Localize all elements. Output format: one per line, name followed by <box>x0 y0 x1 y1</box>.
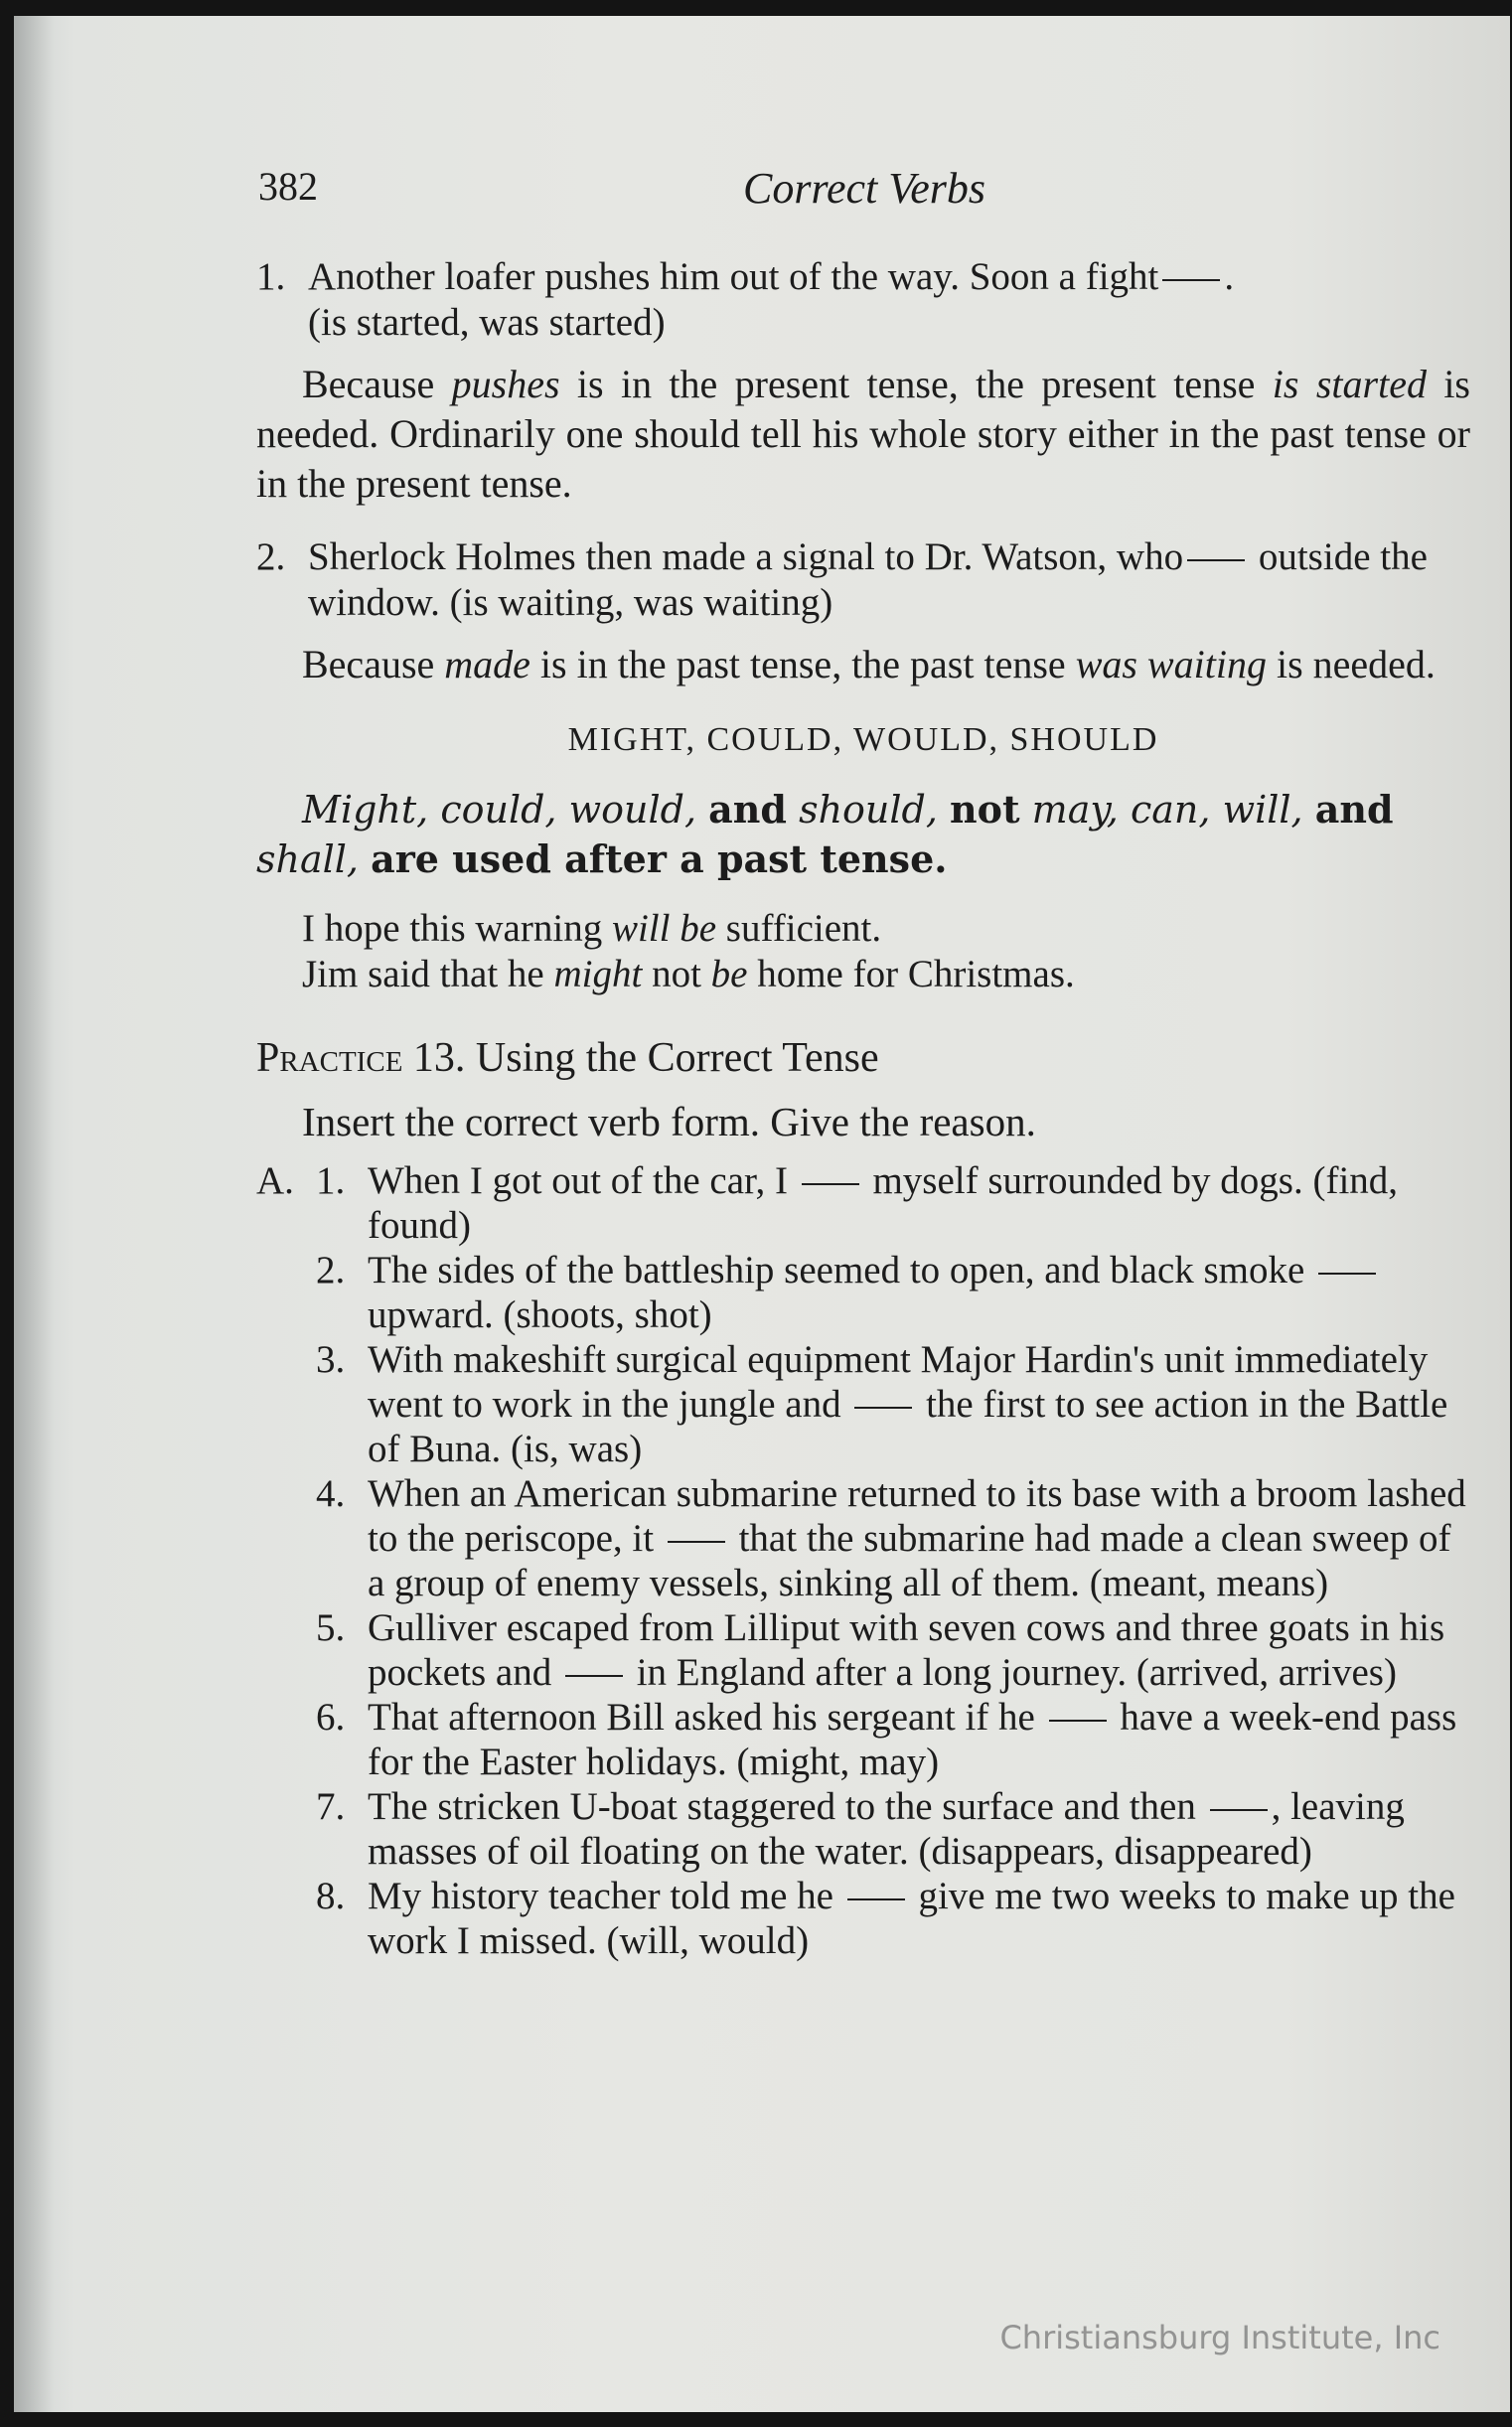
example-text: Another loafer pushes him out of the way. Soon a fight <box>308 255 1159 298</box>
answer-blank <box>847 1898 905 1900</box>
example-text-end: . <box>1224 255 1235 298</box>
practice-item <box>256 1784 1470 1874</box>
practice-instruction: Insert the correct verb form. Give the reason. <box>302 1099 1036 1144</box>
rule-word: and <box>1314 787 1394 832</box>
explanation-1 <box>256 360 1470 509</box>
item-number: 1. <box>316 1159 346 1202</box>
item-text: When an American submarine returned to its base with a broom lashed to the periscope, it <box>368 1472 1466 1560</box>
answer-blank <box>1187 559 1245 561</box>
explanation-verb: pushes <box>451 362 560 406</box>
running-head: Correct Verbs <box>742 164 986 213</box>
example-verb: will be <box>611 907 717 950</box>
rule-word: may, <box>1031 788 1119 832</box>
rule-word: can, <box>1130 788 1211 832</box>
modal-example-1 <box>256 906 1470 952</box>
answer-blank <box>1049 1720 1107 1722</box>
explanation-text: is in the past tense, the past tense <box>529 642 1076 686</box>
answer-blank <box>1210 1809 1268 1811</box>
example-sentence-2 <box>256 534 1470 626</box>
practice-item <box>256 1605 1470 1695</box>
item-number: 2. <box>316 1249 346 1291</box>
practice-item <box>256 1158 1470 1248</box>
example-number: 1. <box>256 255 286 298</box>
rule-word: could, <box>440 788 557 832</box>
modal-example-2 <box>256 952 1470 997</box>
answer-blank <box>1162 279 1220 281</box>
example-text-end: outside the window. (is waiting, was waiting) <box>308 535 1428 624</box>
book-page <box>14 16 1510 2412</box>
item-text: With makeshift surgical equipment Major Hardin's unit immediately went to work in the jungle and <box>368 1338 1429 1426</box>
example-options: (is started, was started) <box>308 301 666 344</box>
item-text: that the submarine had made a clean sweep of a group of enemy vessels, sinking all of them. (meant, means) <box>368 1517 1451 1604</box>
answer-blank <box>802 1183 859 1185</box>
rule-text: are used after a past tense. <box>371 836 948 881</box>
item-number: 6. <box>316 1696 346 1739</box>
item-text: Gulliver escaped from Lilliput with seven cows and three goats in his pockets and <box>368 1606 1445 1694</box>
explanation-text: is needed. Ordinarily one should tell his whole story either in the past tense or in the present tense. <box>256 362 1471 506</box>
example-number: 2. <box>256 535 286 578</box>
example-text: sufficient. <box>716 907 882 950</box>
section-letter: A. <box>256 1159 294 1202</box>
practice-item <box>256 1874 1470 1963</box>
modal-examples <box>256 906 1470 997</box>
example-text: I hope this warning <box>302 907 612 950</box>
rule-word: and <box>708 787 787 832</box>
rule-word: not <box>950 787 1020 832</box>
answer-blank <box>668 1541 725 1543</box>
example-text: Jim said that he <box>302 953 554 995</box>
explanation-text: Because <box>302 642 445 686</box>
item-text: myself surrounded by dogs. (find, found) <box>368 1159 1399 1247</box>
explanation-text: is needed. <box>1266 642 1436 686</box>
item-text: the first to see action in the Battle of Buna. (is, was) <box>368 1383 1448 1470</box>
explanation-verb: made <box>444 642 530 686</box>
item-number: 4. <box>316 1472 346 1515</box>
explanation-text: is in the present tense, the present tense <box>559 362 1273 406</box>
answer-blank <box>565 1675 623 1677</box>
answer-blank <box>1318 1273 1376 1275</box>
rule-word: would, <box>568 788 697 832</box>
rule-word: Might, <box>302 788 429 832</box>
item-text: upward. (shoots, shot) <box>368 1293 712 1336</box>
page-content <box>256 254 1470 1963</box>
example-verb: be <box>710 953 748 995</box>
example-sentence-1 <box>256 254 1470 346</box>
item-text: , leaving masses of oil floating on the water. (disappears, disappeared) <box>368 1785 1405 1873</box>
item-number: 8. <box>316 1875 346 1917</box>
example-verb: might <box>553 953 643 995</box>
item-text: The stricken U-boat staggered to the surface and then <box>368 1785 1196 1828</box>
example-text: Sherlock Holmes then made a signal to Dr. Watson, who <box>308 535 1184 578</box>
item-number: 3. <box>316 1338 346 1381</box>
explanation-text: Because <box>302 362 452 406</box>
item-number: 7. <box>316 1785 346 1828</box>
explanation-verb: was waiting <box>1075 642 1267 686</box>
practice-title <box>256 1035 1470 1081</box>
practice-item <box>256 1337 1470 1471</box>
practice-name: 13. Using the Correct Tense <box>412 1035 879 1081</box>
practice-item <box>256 1248 1470 1337</box>
item-text: The sides of the battleship seemed to open, and black smoke <box>368 1249 1305 1291</box>
example-text: not <box>642 953 711 995</box>
rule-word: shall, <box>256 837 360 881</box>
modal-rule <box>256 785 1470 884</box>
watermark: Christiansburg Institute, Inc <box>999 2319 1440 2356</box>
item-number: 5. <box>316 1606 346 1649</box>
rule-word: should, <box>799 788 938 832</box>
practice-item <box>256 1695 1470 1784</box>
practice-label: Practice <box>256 1035 403 1081</box>
spine-shadow <box>14 16 54 2412</box>
item-text: My history teacher told me he <box>368 1875 833 1917</box>
answer-blank <box>854 1407 912 1409</box>
item-text: have a week-end pass for the Easter holidays. (might, may) <box>368 1696 1457 1783</box>
item-text: in England after a long journey. (arrived, arrives) <box>636 1651 1397 1694</box>
explanation-verb: is started <box>1272 362 1427 406</box>
item-text: give me two weeks to make up the work I missed. (will, would) <box>368 1875 1455 1962</box>
page-number: 382 <box>258 164 318 209</box>
item-text: When I got out of the car, I <box>368 1159 788 1202</box>
section-heading: MIGHT, COULD, WOULD, SHOULD <box>567 721 1159 758</box>
page-header <box>258 163 1470 228</box>
explanation-2 <box>256 640 1470 689</box>
item-text: That afternoon Bill asked his sergeant if he <box>368 1696 1035 1739</box>
example-text: home for Christmas. <box>747 953 1075 995</box>
rule-word: will, <box>1222 788 1303 832</box>
practice-item <box>256 1471 1470 1605</box>
